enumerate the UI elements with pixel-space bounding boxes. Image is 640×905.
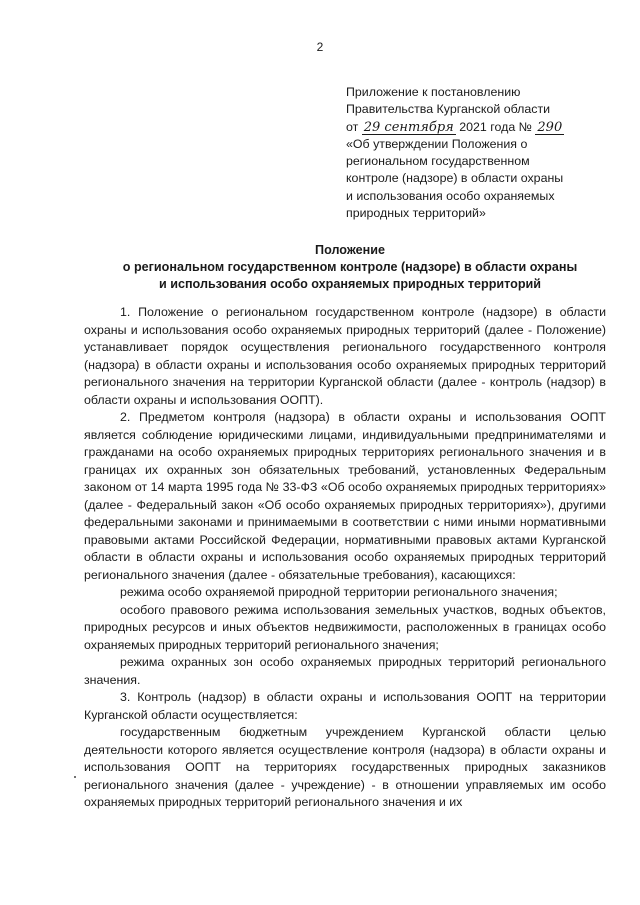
title-line-2: о региональном государственном контроле (надзоре) в области охраны	[122, 260, 578, 275]
paragraph-4: особого правового режима использования земельных участков, водных объектов, природных ресурсов и иных объектов недвижимости, расположенных в границах особо охраняемых природных территорий регионального значения;	[84, 602, 606, 652]
appendix-line-1: Приложение к постановлению	[346, 85, 521, 99]
appendix-header	[346, 84, 616, 222]
paragraph-7: государственным бюджетным учреждением Курганской области целью деятельности которого является осуществление контроля (надзора) в области охраны и использования ООПТ на территориях государственных природных заказников регионального значения (далее - учреждение) - в отношении управляемых им особо охраняемых природных территорий регионального значения и их	[84, 725, 606, 809]
scan-dot	[74, 776, 76, 778]
appendix-line-4: «Об утверждении Положения о	[346, 136, 528, 151]
paragraph-6: 3. Контроль (надзор) в области охраны и использования ООПТ на территории Курганской области осуществляется:	[84, 690, 606, 722]
date-prefix: от	[346, 119, 359, 134]
paragraph-1: 1. Положение о региональном государственном контроле (надзоре) в области охраны и использования особо охраняемых природных территорий (далее - Положение) устанавливает порядок осуществления регионального государственного контроля (надзора) в области охраны и использования особо охраняемых природных территорий регионального значения на территории Курганской области (далее - контроль (надзор) в области охраны и использования ООПТ).	[84, 305, 606, 407]
appendix-line-6: контроле (надзоре) в области охраны	[346, 171, 564, 186]
date-suffix: 2021 года №	[459, 119, 532, 134]
paragraph-3: режима особо охраняемой природной территории регионального значения;	[120, 585, 558, 599]
document-body	[84, 304, 606, 812]
document-title	[60, 242, 640, 294]
paragraph-5: режима охранных зон особо охраняемых природных территорий регионального значения.	[84, 655, 606, 687]
handwritten-date: 29 сентября	[363, 119, 454, 135]
paragraph-2: 2. Предметом контроля (надзора) в области охраны и использования ООПТ является соблюдение юридическими лицами, индивидуальными предпринимателями и гражданами на особо охраняемых природных территориях регионального значения и в границах их охранных зон обязательных требований, установленных Федеральным законом от 14 марта 1995 года № 33-ФЗ «Об особо охраняемых природных территориях» (далее - Федеральный закон «Об особо охраняемых природных территориях»), другими федеральными законами и принимаемыми в соответствии с ними иными нормативными правовыми актами Российской Федерации, нормативными правовых актами Курганской области в области охраны и использования особо охраняемых природных территорий регионального значения (далее - обязательные требования), касающихся:	[84, 410, 606, 582]
handwritten-number: 290	[537, 119, 563, 135]
appendix-line-8: природных территорий»	[346, 206, 486, 221]
page-number: 2	[316, 40, 324, 54]
title-line-3: и использования особо охраняемых природных территорий	[158, 277, 542, 292]
appendix-line-2: Правительства Курганской области	[346, 102, 551, 117]
appendix-line-5: региональном государственном	[346, 154, 530, 169]
appendix-line-7: и использования особо охраняемых	[346, 188, 555, 203]
title-line-1: Положение	[315, 243, 385, 257]
appendix-date-line	[346, 119, 616, 136]
